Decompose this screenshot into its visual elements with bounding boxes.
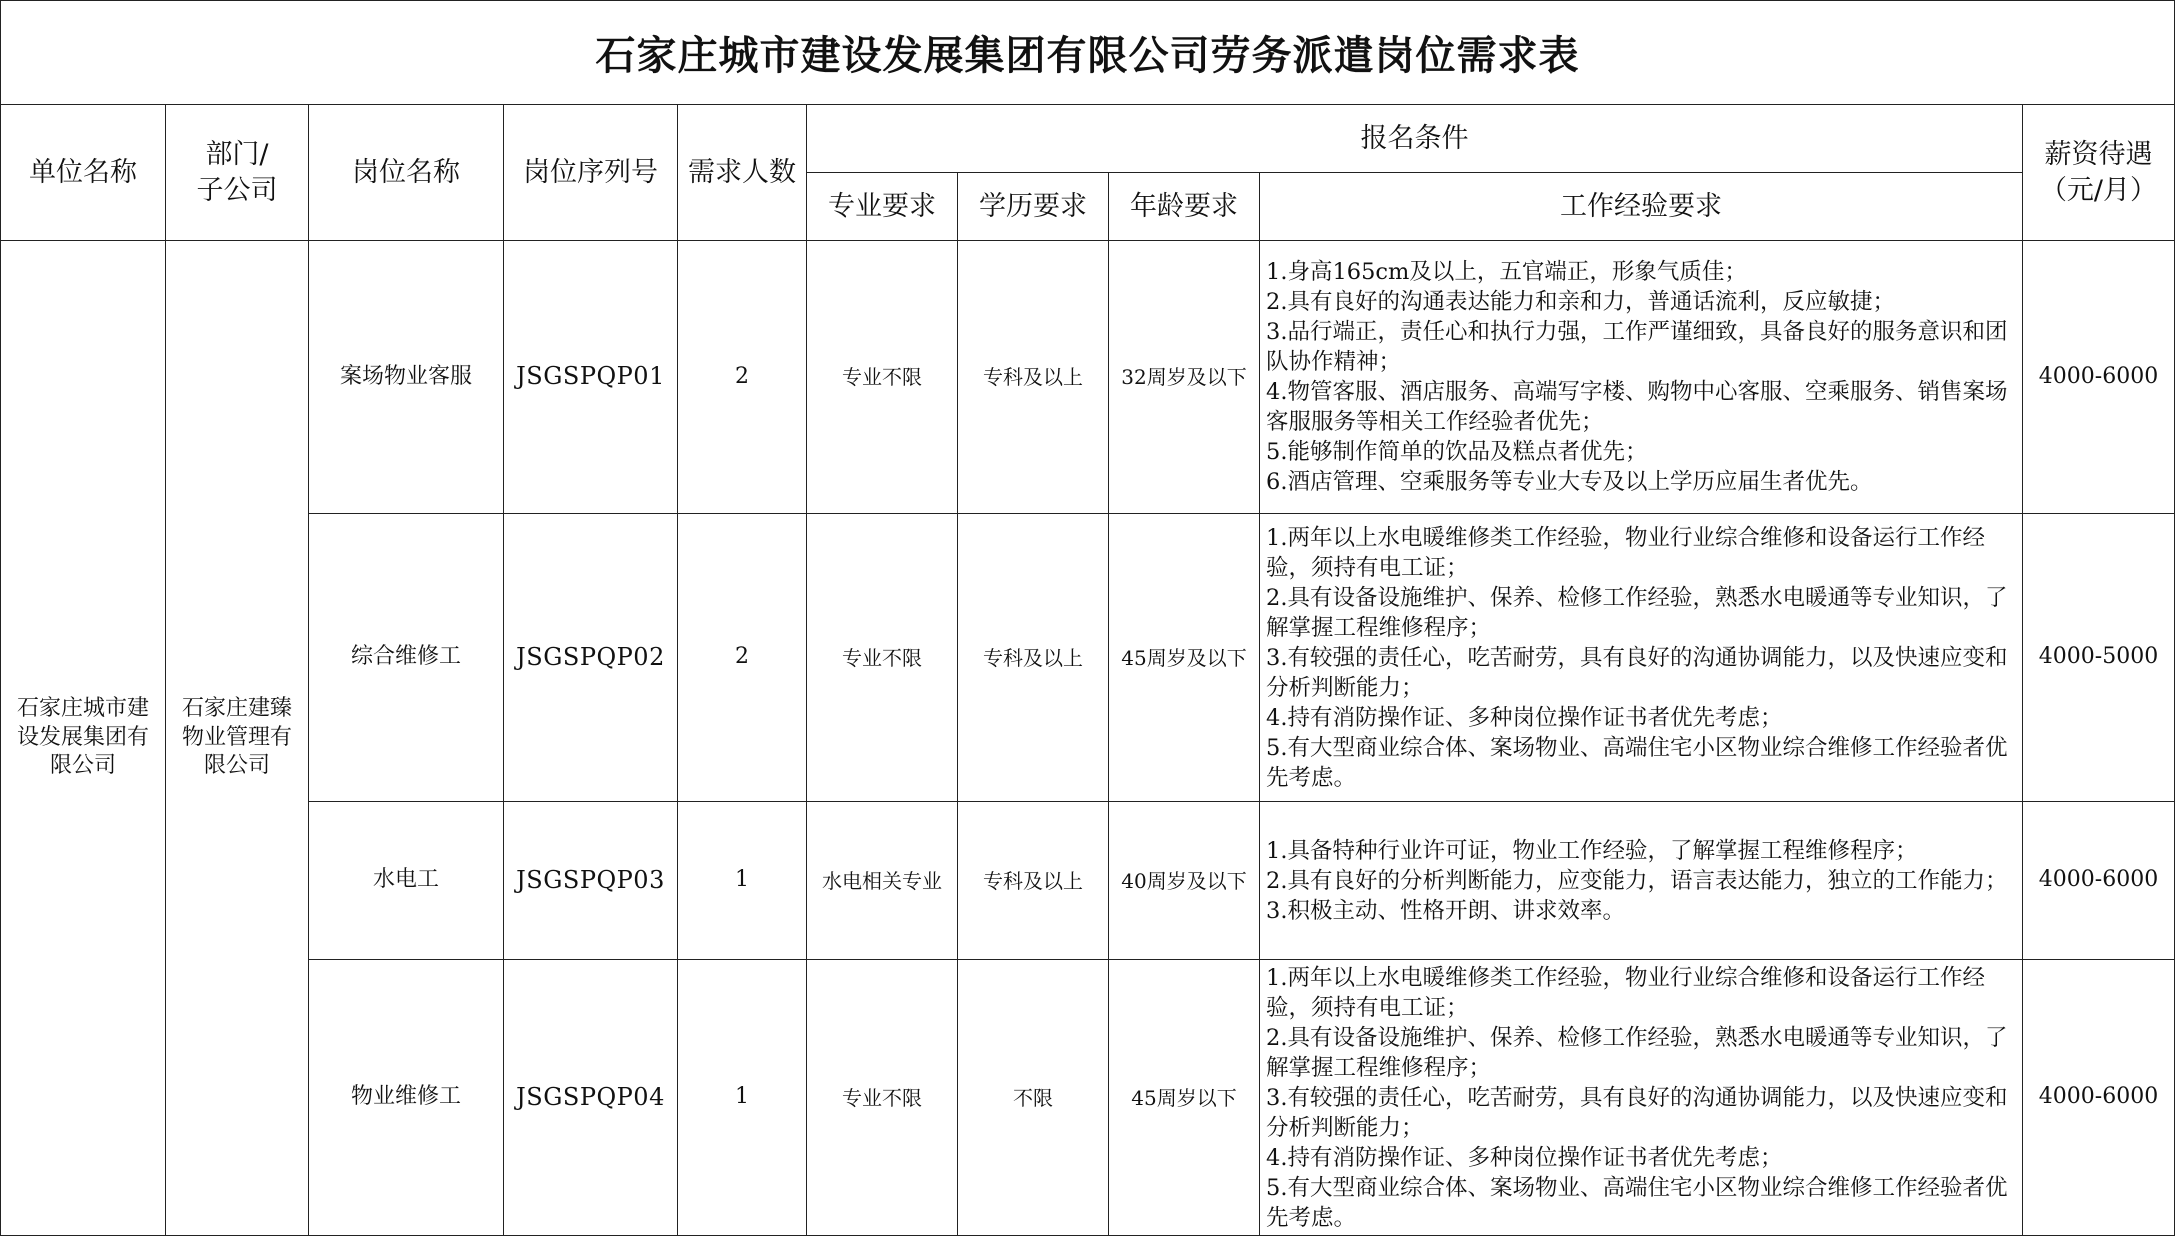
education-cell: 不限 [958, 960, 1109, 1236]
age-cell: 45周岁以下 [1109, 960, 1260, 1236]
count-cell: 1 [678, 960, 807, 1236]
header-major: 专业要求 [807, 173, 958, 241]
requirement-line: 3.有较强的责任心，吃苦耐劳，具有良好的沟通协调能力，以及快速应变和分析判断能力； [1266, 1084, 2008, 1141]
position-cell: 物业维修工 [309, 960, 504, 1236]
requirement-line: 5.有大型商业综合体、案场物业、高端住宅小区物业综合维修工作经验者优先考虑。 [1266, 734, 2008, 791]
department-cell: 石家庄建臻物业管理有限公司 [166, 241, 309, 1236]
requirements-cell [1260, 514, 2023, 802]
header-department-line1: 部门/ [205, 139, 269, 171]
requirement-line: 1.两年以上水电暖维修类工作经验，物业行业综合维修和设备运行工作经验，须持有电工证； [1266, 524, 1985, 581]
requirement-line: 3.有较强的责任心，吃苦耐劳，具有良好的沟通协调能力，以及快速应变和分析判断能力； [1266, 644, 2008, 701]
requirement-line: 5.有大型商业综合体、案场物业、高端住宅小区物业综合维修工作经验者优先考虑。 [1266, 1174, 2008, 1231]
position-cell: 水电工 [309, 802, 504, 960]
header-count: 需求人数 [678, 105, 807, 241]
salary-cell: 4000-6000 [2023, 241, 2175, 514]
requirement-line: 5.能够制作简单的饮品及糕点者优先； [1266, 439, 1648, 465]
age-cell: 45周岁及以下 [1109, 514, 1260, 802]
requirement-line: 1.身高165cm及以上，五官端正，形象气质佳； [1266, 259, 1747, 285]
major-cell: 专业不限 [807, 960, 958, 1236]
requirement-line: 6.酒店管理、空乘服务等专业大专及以上学历应届生者优先。 [1266, 469, 1873, 495]
header-salary [2023, 105, 2175, 241]
salary-cell: 4000-5000 [2023, 514, 2175, 802]
sheet-title: 石家庄城市建设发展集团有限公司劳务派遣岗位需求表 [1, 1, 2175, 105]
header-salary-line2: （元/月） [2039, 174, 2158, 206]
table-row [1, 802, 2175, 960]
requirement-line: 2.具有良好的分析判断能力，应变能力，语言表达能力，独立的工作能力； [1266, 867, 2008, 894]
count-cell: 2 [678, 514, 807, 802]
requirement-line: 4.物管客服、酒店服务、高端写字楼、购物中心客服、空乘服务、销售案场客服服务等相关工作经验者优先； [1266, 379, 2008, 435]
header-serial: 岗位序列号 [504, 105, 678, 241]
salary-cell: 4000-6000 [2023, 960, 2175, 1236]
header-position: 岗位名称 [309, 105, 504, 241]
header-row-1 [1, 105, 2175, 173]
requirements-cell [1260, 802, 2023, 960]
header-department [166, 105, 309, 241]
header-experience: 工作经验要求 [1260, 173, 2023, 241]
requirement-line: 3.积极主动、性格开朗、讲求效率。 [1266, 897, 1625, 924]
major-cell: 专业不限 [807, 514, 958, 802]
position-cell: 案场物业客服 [309, 241, 504, 514]
table-row [1, 960, 2175, 1236]
header-department-line2: 子公司 [196, 174, 278, 206]
age-cell: 32周岁及以下 [1109, 241, 1260, 514]
unit-name-cell: 石家庄城市建设发展集团有限公司 [1, 241, 166, 1236]
header-conditions: 报名条件 [807, 105, 2023, 173]
position-cell: 综合维修工 [309, 514, 504, 802]
education-cell: 专科及以上 [958, 802, 1109, 960]
header-unit: 单位名称 [1, 105, 166, 241]
serial-cell: JSGSPQP02 [504, 514, 678, 802]
requirement-line: 4.持有消防操作证、多种岗位操作证书者优先考虑； [1266, 1144, 1783, 1171]
requirement-line: 1.具备特种行业许可证，物业工作经验，了解掌握工程维修程序； [1266, 837, 1918, 864]
requirement-line: 2.具有设备设施维护、保养、检修工作经验，熟悉水电暖通等专业知识，了解掌握工程维修程序； [1266, 584, 2008, 641]
major-cell: 水电相关专业 [807, 802, 958, 960]
major-cell: 专业不限 [807, 241, 958, 514]
header-salary-line1: 薪资待遇 [2044, 139, 2153, 171]
count-cell: 1 [678, 802, 807, 960]
education-cell: 专科及以上 [958, 241, 1109, 514]
header-education: 学历要求 [958, 173, 1109, 241]
table-row [1, 514, 2175, 802]
requirement-line: 2.具有良好的沟通表达能力和亲和力，普通话流利，反应敏捷； [1266, 289, 1895, 315]
requirement-line: 4.持有消防操作证、多种岗位操作证书者优先考虑； [1266, 704, 1783, 731]
salary-cell: 4000-6000 [2023, 802, 2175, 960]
education-cell: 专科及以上 [958, 514, 1109, 802]
requirement-line: 1.两年以上水电暖维修类工作经验，物业行业综合维修和设备运行工作经验，须持有电工证； [1266, 964, 1985, 1021]
serial-cell: JSGSPQP01 [504, 241, 678, 514]
title-row [1, 1, 2175, 105]
table-row [1, 241, 2175, 514]
requirements-cell [1260, 241, 2023, 514]
age-cell: 40周岁及以下 [1109, 802, 1260, 960]
requirement-line: 3.品行端正，责任心和执行力强，工作严谨细致，具备良好的服务意识和团队协作精神； [1266, 319, 2008, 375]
count-cell: 2 [678, 241, 807, 514]
header-age: 年龄要求 [1109, 173, 1260, 241]
requirement-line: 2.具有设备设施维护、保养、检修工作经验，熟悉水电暖通等专业知识，了解掌握工程维修程序； [1266, 1024, 2008, 1081]
serial-cell: JSGSPQP04 [504, 960, 678, 1236]
requirements-cell [1260, 960, 2023, 1236]
serial-cell: JSGSPQP03 [504, 802, 678, 960]
